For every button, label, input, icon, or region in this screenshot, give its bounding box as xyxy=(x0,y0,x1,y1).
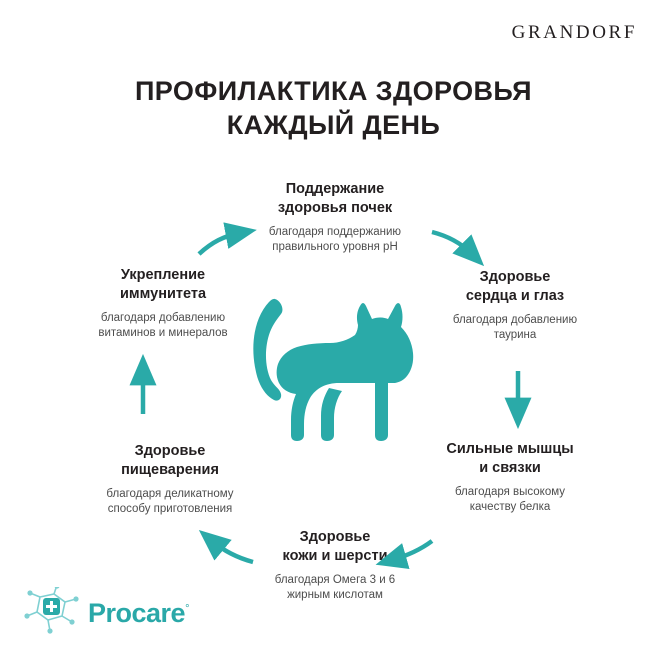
node-immunity-sub-line-1: благодаря добавлению xyxy=(100,312,226,324)
arrow-immunity-to-kidney xyxy=(199,233,240,254)
node-muscles-title-line-1: Сильные мышцы xyxy=(446,441,574,457)
node-heart-eyes-title-line-1: Здоровье xyxy=(479,269,551,285)
molecule-icon xyxy=(24,587,82,639)
procare-degree: ° xyxy=(185,602,189,615)
brand-logo: GRANDORF xyxy=(511,22,637,43)
procare-text: Procare xyxy=(88,597,186,628)
node-digestion-sub-line-2: способу приготовления xyxy=(107,503,233,515)
node-immunity-sub-line-2: витаминов и минералов xyxy=(98,327,228,339)
node-heart-eyes-title-line-2: сердца и глаз xyxy=(465,288,565,304)
node-kidney-title-line-2: здоровья почек xyxy=(277,200,393,216)
node-muscles-title-line-2: и связки xyxy=(479,460,541,476)
node-skin-coat-title-line-2: кожи и шерсти xyxy=(282,548,388,564)
page-title-line-1: ПРОФИЛАКТИКА ЗДОРОВЬЯ xyxy=(135,76,532,106)
node-kidney-title-line-1: Поддержание xyxy=(285,181,385,197)
arrow-muscles-to-skin xyxy=(392,541,432,560)
procare-wordmark xyxy=(88,598,189,629)
node-kidney-sub-line-1: благодаря поддержанию xyxy=(268,226,402,238)
node-muscles-sub-line-2: качеству белка xyxy=(469,501,551,513)
procare-logo xyxy=(24,587,189,639)
node-digestion-sub-line-1: благодаря деликатному xyxy=(106,488,234,500)
node-heart-eyes-sub-line-1: благодаря добавлению xyxy=(452,314,578,326)
arrow-kidney-to-heart xyxy=(432,232,472,254)
node-skin-coat-title-line-1: Здоровье xyxy=(299,529,371,545)
node-muscles-sub-line-1: благодаря высокому xyxy=(454,486,566,498)
page-title-line-2: КАЖДЫЙ ДЕНЬ xyxy=(226,110,441,140)
node-heart-eyes-sub-line-2: таурина xyxy=(493,329,537,341)
node-immunity-title-line-2: иммунитета xyxy=(119,286,207,302)
node-immunity-title-line-1: Укрепление xyxy=(120,267,206,283)
node-digestion-title-line-2: пищеварения xyxy=(121,462,219,478)
node-digestion-title-line-1: Здоровье xyxy=(134,443,206,459)
node-skin-coat-sub-line-1: благодаря Омега 3 и 6 xyxy=(274,574,396,586)
node-skin-coat-sub-line-2: жирным кислотам xyxy=(287,589,383,601)
arrow-skin-to-digestion xyxy=(212,541,253,562)
node-kidney-sub-line-2: правильного уровня pH xyxy=(272,241,398,253)
